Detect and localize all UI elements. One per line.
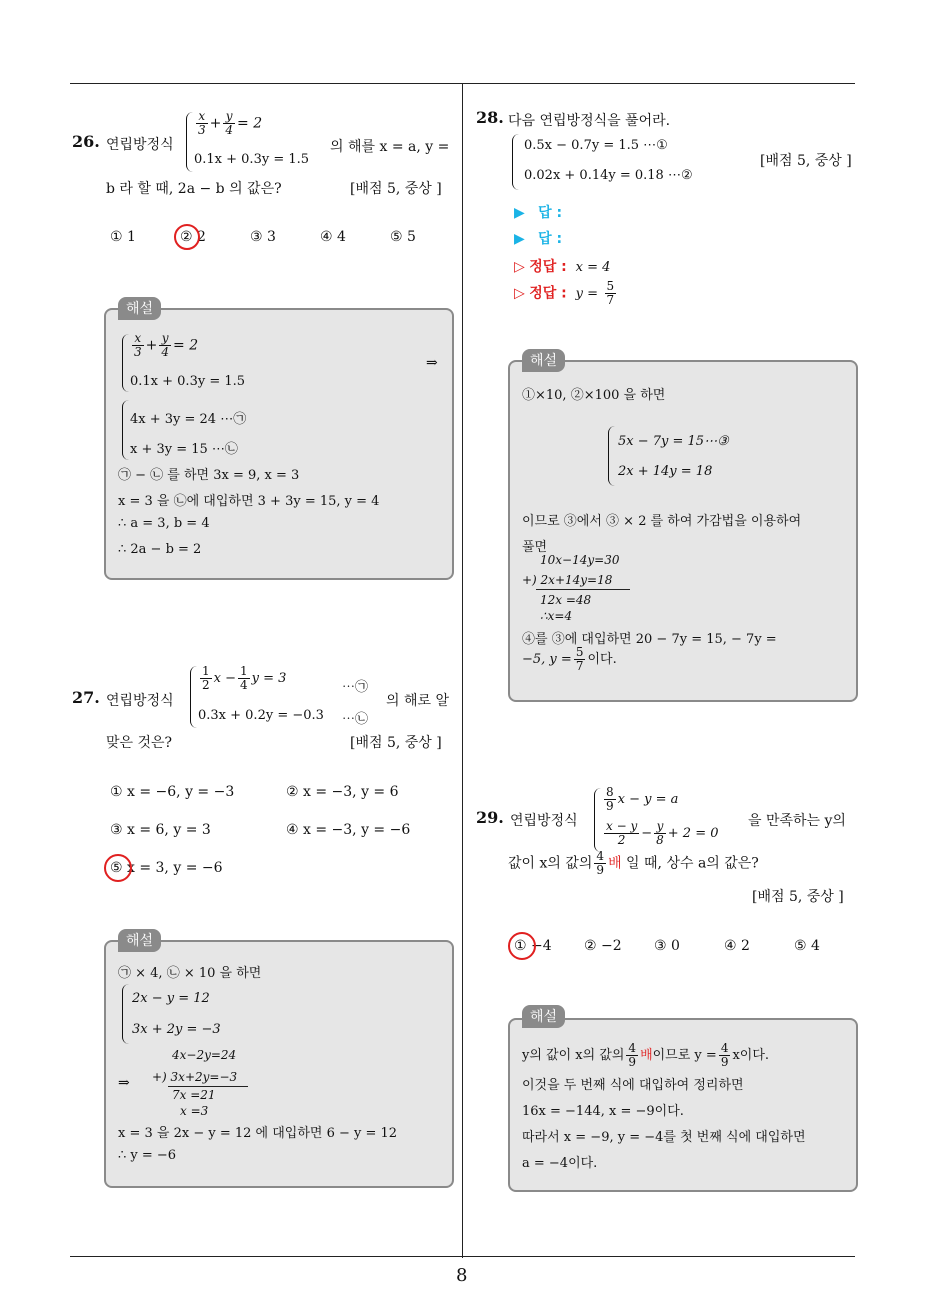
q28-key-row-2: ▷ 정답 : y = $\frac{5}{7}$ xyxy=(514,279,615,307)
q26-option-4[interactable]: ④ 4 xyxy=(320,229,346,245)
q26-tail: 의 해를 x = a, y = xyxy=(330,139,450,155)
q27-sol-line3: ∴ y = −6 xyxy=(118,1148,177,1163)
q26-sol-line3: ∴ a = 3, b = 4 xyxy=(118,516,210,531)
q28-eq1: 0.5x − 0.7y = 1.5 ⋯① xyxy=(524,138,668,153)
q28-sol-line1: ①×10, ②×100 을 하면 xyxy=(522,388,666,403)
q28-calc3: 12x =48 xyxy=(540,593,592,607)
q28-answer-row-2[interactable]: ▶ 답 : xyxy=(514,231,563,247)
q27-calc1: 4x−2y=24 xyxy=(172,1048,237,1062)
q26-sol-brace1 xyxy=(122,334,129,392)
q27-score: [배점 5, 중상 ] xyxy=(350,735,442,751)
q26-sol-line2: x = 3 을 ㉡에 대입하면 3 + 3y = 15, y = 4 xyxy=(118,494,380,509)
q27-calc2: +) 3x+2y=−3 xyxy=(152,1070,238,1084)
q27-option-5[interactable]: ⑤ x = 3, y = −6 xyxy=(110,860,223,876)
q28-sol-eq2: 2x + 14y = 18 xyxy=(618,464,713,479)
q29-answer-circle xyxy=(508,932,536,960)
q27-sol-line2: x = 3 을 2x − y = 12 에 대입하면 6 − y = 12 xyxy=(118,1126,398,1141)
q29-option-1[interactable]: ① −4 xyxy=(514,938,552,954)
q27-eq1: $\frac{1}{2}$ x − $\frac{1}{4}$ y = 3 xyxy=(202,664,287,692)
q27-option-4[interactable]: ④ x = −3, y = −6 xyxy=(286,822,411,838)
q27-option-3[interactable]: ③ x = 6, y = 3 xyxy=(110,822,211,838)
q29-score: [배점 5, 중상 ] xyxy=(752,889,844,905)
q26-eq1: $\frac{x}{3}$ + $\frac{y}{4}$ = 2 xyxy=(198,109,263,137)
q27-number: 27. xyxy=(72,688,100,707)
q29-option-5[interactable]: ⑤ 4 xyxy=(794,938,820,954)
q28-calc1: 10x−14y=30 xyxy=(540,553,620,567)
q27-line2: 맞은 것은? xyxy=(106,735,173,751)
q28-solution-tag: 해설 xyxy=(522,349,565,372)
q27-tail: 의 해로 알 xyxy=(386,693,449,709)
q27-option-1[interactable]: ① x = −6, y = −3 xyxy=(110,784,235,800)
q29-option-2[interactable]: ② −2 xyxy=(584,938,622,954)
q29-line2: 값이 x의 값의 $\frac{4}{9}$ 배 일 때, 상수 a의 값은? xyxy=(508,849,759,877)
q27-option-2[interactable]: ② x = −3, y = 6 xyxy=(286,784,399,800)
q28-sol-line3: 풀면 xyxy=(522,540,548,555)
q27-answer-circle xyxy=(104,854,132,882)
q27-eq2-mark: ⋯㉡ xyxy=(342,712,369,727)
q27-calc4: x =3 xyxy=(180,1104,209,1118)
outline-triangle-icon: ▷ xyxy=(514,259,525,275)
q26-score: [배점 5, 중상 ] xyxy=(350,181,442,197)
q28-number: 28. xyxy=(476,108,504,127)
q27-sol-arrow: ⇒ xyxy=(118,1075,130,1091)
q29-sol-line5: a = −4이다. xyxy=(522,1156,598,1171)
q29-sol-line1: y의 값이 x의 값의 $\frac{4}{9}$ 배이므로 y = $\frac{4}{9}$ x이다. xyxy=(522,1041,770,1069)
q27-eq1-mark: ⋯㉠ xyxy=(342,680,369,695)
q27-solution-tag: 해설 xyxy=(118,929,161,952)
q29-option-3[interactable]: ③ 0 xyxy=(654,938,680,954)
q28-lead: 다음 연립방정식을 풀어라. xyxy=(508,113,671,129)
q29-brace xyxy=(594,788,601,852)
triangle-icon: ▶ xyxy=(514,205,525,221)
q28-sol-brace xyxy=(608,426,615,486)
q28-calc4: ∴x=4 xyxy=(540,609,573,623)
q26-sol-eq2: 0.1x + 0.3y = 1.5 xyxy=(130,374,246,389)
q26-sol-arrow: ⇒ xyxy=(426,355,438,371)
q29-sol-line4: 따라서 x = −9, y = −4를 첫 번째 식에 대입하면 xyxy=(522,1130,806,1145)
q29-lead: 연립방정식 xyxy=(510,813,578,829)
q29-sol-line2: 이것을 두 번째 식에 대입하여 정리하면 xyxy=(522,1078,744,1093)
page-number: 8 xyxy=(456,1265,468,1286)
q27-brace xyxy=(190,666,197,728)
q26-sol-eq3: 4x + 3y = 24 ⋯㉠ xyxy=(130,412,247,427)
q28-sol-line4: ④를 ③에 대입하면 20 − 7y = 15, − 7y = xyxy=(522,632,777,647)
outline-triangle-icon: ▷ xyxy=(514,285,525,302)
q27-calc-line xyxy=(168,1086,248,1087)
q28-calc-line xyxy=(536,589,630,590)
q28-brace xyxy=(512,134,519,190)
q26-option-3[interactable]: ③ 3 xyxy=(250,229,276,245)
q29-tail: 을 만족하는 y의 xyxy=(748,813,846,829)
q27-lead: 연립방정식 xyxy=(106,693,174,709)
q28-sol-line2: 이므로 ③에서 ③ × 2 를 하여 가감법을 이용하여 xyxy=(522,514,802,529)
triangle-icon: ▶ xyxy=(514,231,525,247)
q28-key-row-1: ▷ 정답 : x = 4 xyxy=(514,259,611,275)
q26-sol-eq1: $\frac{x}{3}$ + $\frac{y}{4}$ = 2 xyxy=(134,331,199,359)
q26-sol-line4: ∴ 2a − b = 2 xyxy=(118,542,202,557)
q28-score: [배점 5, 중상 ] xyxy=(760,153,852,169)
q27-sol-line1: ㉠ × 4, ㉡ × 10 을 하면 xyxy=(118,966,262,981)
q26-brace xyxy=(186,112,193,172)
q26-eq2: 0.1x + 0.3y = 1.5 xyxy=(194,152,310,167)
q29-eq1: $\frac{8}{9}$ x − y = a xyxy=(606,785,679,813)
q28-sol-line5: −5, y = $\frac{5}{7}$ 이다. xyxy=(522,645,617,673)
q26-answer-circle xyxy=(174,224,200,250)
q26-option-1[interactable]: ① 1 xyxy=(110,229,136,245)
q27-sol-eq2: 3x + 2y = −3 xyxy=(132,1022,221,1037)
q26-option-5[interactable]: ⑤ 5 xyxy=(390,229,416,245)
column-divider xyxy=(462,83,463,1258)
q29-solution-tag: 해설 xyxy=(522,1005,565,1028)
q27-sol-brace xyxy=(122,984,129,1044)
q29-option-4[interactable]: ④ 2 xyxy=(724,938,750,954)
q27-calc3: 7x =21 xyxy=(172,1088,216,1102)
q26-option-2[interactable]: ② 2 xyxy=(180,229,206,245)
q26-line2: b 라 할 때, 2a − b 의 값은? xyxy=(106,181,282,197)
q26-solution-tag: 해설 xyxy=(118,297,161,320)
q28-answer-row-1[interactable]: ▶ 답 : xyxy=(514,205,563,221)
q26-lead: 연립방정식 xyxy=(106,137,174,153)
q28-sol-eq1: 5x − 7y = 15⋯③ xyxy=(618,434,729,449)
q26-number: 26. xyxy=(72,132,100,151)
q29-eq2: $\frac{x - y}{2}$ − $\frac{y}{8}$ + 2 = 0 xyxy=(606,819,719,847)
q26-sol-line1: ㉠ − ㉡ 를 하면 3x = 9, x = 3 xyxy=(118,468,300,483)
q26-sol-eq4: x + 3y = 15 ⋯㉡ xyxy=(130,442,238,457)
q26-sol-brace2 xyxy=(122,400,129,460)
q29-number: 29. xyxy=(476,808,504,827)
q28-calc2: +) 2x+14y=18 xyxy=(522,573,613,587)
q28-eq2: 0.02x + 0.14y = 0.18 ⋯② xyxy=(524,168,693,183)
q29-sol-line3: 16x = −144, x = −9이다. xyxy=(522,1104,684,1119)
q27-eq2: 0.3x + 0.2y = −0.3 xyxy=(198,708,324,723)
q27-sol-eq1: 2x − y = 12 xyxy=(132,991,210,1006)
